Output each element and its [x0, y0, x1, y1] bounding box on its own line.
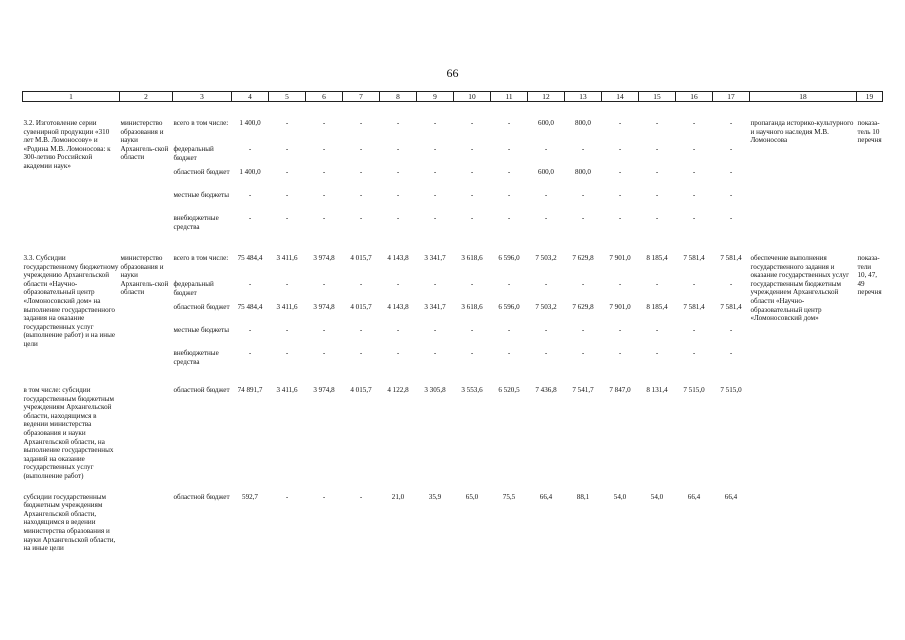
funding-value: -	[396, 214, 400, 222]
funding-value: -	[285, 349, 289, 357]
table-row	[23, 481, 883, 553]
funding-value: -	[544, 326, 548, 334]
funding-value: 66,4	[687, 492, 701, 501]
value-cell	[491, 372, 528, 481]
column-number-cell: 16	[676, 92, 713, 102]
funding-value: -	[433, 326, 437, 334]
funding-value: 75 484,4	[237, 254, 263, 262]
funding-source-label: внебюджетные средства	[173, 214, 219, 231]
funding-value: 3 618,6	[461, 303, 483, 311]
value-cell	[232, 481, 269, 553]
executor-cell	[120, 481, 173, 553]
funding-value: -	[359, 349, 363, 357]
funding-source-label: всего в том числе:	[173, 119, 229, 127]
funding-source-label: местные бюджеты	[173, 191, 230, 199]
funding-value: -	[470, 349, 474, 357]
value-cell	[454, 237, 491, 372]
funding-value: 3 411,6	[276, 303, 298, 311]
value-cell	[528, 372, 565, 481]
funding-value: -	[544, 214, 548, 222]
funding-value: 54,0	[650, 492, 664, 501]
funding-value: 3 974,8	[313, 254, 335, 262]
funding-value: 3 341,7	[424, 254, 446, 262]
funding-value: -	[470, 119, 474, 127]
funding-value: -	[544, 145, 548, 153]
funding-value: 3 341,7	[424, 303, 446, 311]
table-row	[23, 102, 883, 238]
indicator-cell: показа-тель 10 перечня	[857, 119, 882, 145]
value-cell	[454, 481, 491, 553]
funding-value: -	[692, 214, 696, 222]
funding-value: -	[544, 191, 548, 199]
value-cell	[380, 372, 417, 481]
funding-value: -	[692, 280, 696, 288]
funding-value: -	[544, 349, 548, 357]
funding-value: -	[322, 119, 326, 127]
expected-result-cell: обеспечение выполнения государственного задания и оказание государственных услуг государственным бюджетным учреждением Архангельской области «Научно-образовательный центр «Ломоносовский дом»	[750, 254, 849, 323]
value-cell	[676, 481, 713, 553]
value-cell	[713, 102, 750, 238]
funding-value: 600,0	[538, 119, 554, 127]
funding-value: 1 400,0	[239, 119, 261, 127]
value-cell	[306, 372, 343, 481]
funding-value: -	[507, 168, 511, 176]
funding-value: -	[322, 145, 326, 153]
funding-value: -	[507, 145, 511, 153]
column-number-cell: 11	[491, 92, 528, 102]
funding-value: -	[692, 145, 696, 153]
column-number-cell: 17	[713, 92, 750, 102]
funding-value: -	[433, 280, 437, 288]
column-number-cell: 19	[857, 92, 883, 102]
value-cell	[713, 372, 750, 481]
value-cell	[602, 481, 639, 553]
funding-value: 7 515,0	[720, 386, 742, 394]
funding-value: -	[655, 349, 659, 357]
funding-value: 7 515,0	[683, 386, 705, 394]
funding-value: 6 596,0	[498, 254, 520, 262]
funding-value: 1 400,0	[239, 168, 261, 176]
value-cell	[306, 481, 343, 553]
funding-value: -	[285, 214, 289, 222]
value-cell	[565, 102, 602, 238]
funding-value: -	[322, 214, 326, 222]
funding-value: -	[507, 214, 511, 222]
funding-value: 3 974,8	[313, 303, 335, 311]
funding-value: -	[655, 119, 659, 127]
funding-value: -	[618, 191, 622, 199]
funding-value: 6 596,0	[498, 303, 520, 311]
funding-value: -	[692, 326, 696, 334]
value-cell	[232, 102, 269, 238]
funding-value: 7 629,8	[572, 303, 594, 311]
funding-value: -	[507, 349, 511, 357]
funding-value: -	[507, 326, 511, 334]
funding-value: -	[507, 280, 511, 288]
funding-value: -	[248, 349, 252, 357]
expected-result-cell	[750, 372, 857, 481]
funding-value: -	[396, 191, 400, 199]
funding-value: -	[729, 214, 733, 222]
value-cell	[343, 102, 380, 238]
funding-source-cell	[173, 102, 232, 238]
funding-value: 75 484,4	[237, 303, 263, 311]
funding-value: -	[729, 280, 733, 288]
value-cell	[491, 237, 528, 372]
value-cell	[232, 237, 269, 372]
funding-value: -	[618, 280, 622, 288]
funding-value: -	[248, 145, 252, 153]
funding-value: 4 015,7	[350, 254, 372, 262]
funding-value: 21,0	[391, 492, 405, 501]
funding-value: -	[396, 349, 400, 357]
funding-value: -	[322, 191, 326, 199]
funding-value: -	[507, 191, 511, 199]
funding-value: 54,0	[613, 492, 627, 501]
funding-value: -	[655, 214, 659, 222]
funding-value: 66,4	[539, 492, 553, 501]
executor-cell: министерство образования и науки Архангель-ской области	[120, 254, 169, 297]
funding-value: -	[248, 280, 252, 288]
value-cell	[602, 372, 639, 481]
funding-value: -	[285, 280, 289, 288]
value-cell	[602, 102, 639, 238]
funding-value: -	[248, 214, 252, 222]
value-cell	[269, 102, 306, 238]
funding-value: -	[359, 214, 363, 222]
funding-value: -	[433, 145, 437, 153]
funding-value: -	[433, 191, 437, 199]
value-cell	[417, 102, 454, 238]
funding-value: -	[655, 191, 659, 199]
funding-value: -	[359, 326, 363, 334]
value-cell	[380, 102, 417, 238]
funding-value: -	[285, 168, 289, 176]
funding-source-cell	[173, 372, 232, 481]
funding-value: 7 847,0	[609, 386, 631, 394]
funding-source-label: федеральный бюджет	[173, 280, 214, 297]
funding-value: -	[359, 145, 363, 153]
column-number-row	[23, 92, 883, 102]
funding-source-label: всего в том числе:	[173, 254, 229, 262]
executor-cell: министерство образования и науки Архангель-ской области	[120, 119, 169, 162]
funding-value: 600,0	[538, 168, 554, 176]
column-number-cell: 14	[602, 92, 639, 102]
value-cell	[491, 481, 528, 553]
value-cell	[491, 102, 528, 238]
value-cell	[417, 372, 454, 481]
value-cell	[713, 237, 750, 372]
value-cell	[676, 102, 713, 238]
column-number-cell: 12	[528, 92, 565, 102]
value-cell	[713, 481, 750, 553]
funding-value: 3 411,6	[276, 386, 298, 394]
value-cell	[343, 372, 380, 481]
funding-value: -	[248, 326, 252, 334]
funding-value: -	[729, 145, 733, 153]
funding-value: -	[618, 214, 622, 222]
column-number-cell: 9	[417, 92, 454, 102]
expected-result-cell	[750, 481, 857, 553]
funding-value: -	[359, 492, 363, 501]
value-cell	[528, 481, 565, 553]
funding-value: -	[359, 280, 363, 288]
funding-value: 4 015,7	[350, 386, 372, 394]
funding-value: 66,4	[724, 492, 738, 501]
funding-value: 3 305,8	[424, 386, 446, 394]
value-cell	[343, 481, 380, 553]
funding-value: -	[507, 119, 511, 127]
funding-value: -	[396, 119, 400, 127]
funding-value: -	[655, 280, 659, 288]
funding-value: -	[581, 280, 585, 288]
funding-value: -	[655, 326, 659, 334]
funding-value: 7 581,4	[683, 303, 705, 311]
funding-value: -	[692, 168, 696, 176]
funding-value: 3 411,6	[276, 254, 298, 262]
value-cell	[639, 237, 676, 372]
funding-value: -	[618, 349, 622, 357]
column-number-cell: 3	[173, 92, 232, 102]
funding-value: 88,1	[576, 492, 590, 501]
funding-value: 3 618,6	[461, 254, 483, 262]
funding-value: 7 581,4	[720, 303, 742, 311]
funding-value: -	[322, 492, 326, 501]
column-number-cell: 6	[306, 92, 343, 102]
funding-value: -	[359, 119, 363, 127]
value-cell	[343, 237, 380, 372]
funding-value: 4 143,8	[387, 254, 409, 262]
funding-value: -	[322, 349, 326, 357]
funding-value: -	[729, 168, 733, 176]
funding-value: 7 901,0	[609, 303, 631, 311]
funding-value: -	[433, 119, 437, 127]
value-cell	[232, 372, 269, 481]
funding-value: 4 143,8	[387, 303, 409, 311]
indicator-cell: показа-тели 10, 47, 49 перечня	[857, 254, 882, 297]
column-number-cell: 1	[23, 92, 120, 102]
value-cell	[417, 481, 454, 553]
event-name-cell: 3.3. Субсидии государственному бюджетному учреждению Архангельской области «Научно-образовательный центр «Ломоносовский дом» на выполнение государственного задания на оказание государственных услуг (выполнение работ) и на иные цели	[23, 254, 119, 348]
column-number-cell: 5	[269, 92, 306, 102]
funding-value: -	[396, 168, 400, 176]
funding-value: -	[581, 191, 585, 199]
table-row	[23, 372, 883, 481]
funding-value: 7 629,8	[572, 254, 594, 262]
expected-result-cell: пропаганда историко-культурного и научного наследия М.В. Ломоносова	[750, 119, 854, 145]
column-number-cell: 13	[565, 92, 602, 102]
funding-value: -	[544, 280, 548, 288]
funding-value: 75,5	[502, 492, 516, 501]
value-cell	[676, 372, 713, 481]
value-cell	[380, 237, 417, 372]
column-number-cell: 8	[380, 92, 417, 102]
funding-value: 800,0	[575, 168, 591, 176]
indicator-cell	[857, 481, 883, 553]
value-cell	[528, 237, 565, 372]
funding-value: -	[322, 168, 326, 176]
column-number-cell: 2	[120, 92, 173, 102]
funding-value: 65,0	[465, 492, 479, 501]
funding-value: 4 122,8	[387, 386, 409, 394]
value-cell	[565, 237, 602, 372]
value-cell	[639, 481, 676, 553]
funding-value: -	[470, 280, 474, 288]
funding-value: -	[729, 191, 733, 199]
funding-source-label: федеральный бюджет	[173, 145, 214, 162]
funding-value: 3 553,6	[461, 386, 483, 394]
value-cell	[528, 102, 565, 238]
funding-value: -	[285, 191, 289, 199]
funding-source-label: областной бюджет	[173, 386, 230, 394]
value-cell	[380, 481, 417, 553]
funding-value: -	[692, 191, 696, 199]
page-number: 66	[446, 66, 459, 80]
funding-value: -	[248, 191, 252, 199]
event-name-cell: субсидии государственным бюджетным учреждениям Архангельской области, находящимся в ведении министерства образования и науки Архангельской области, на иные цели	[23, 492, 116, 553]
value-cell	[454, 372, 491, 481]
funding-value: -	[581, 326, 585, 334]
budget-table	[22, 91, 883, 553]
value-cell	[269, 481, 306, 553]
funding-value: 35,9	[428, 492, 442, 501]
funding-value: -	[470, 326, 474, 334]
funding-value: 3 974,8	[313, 386, 335, 394]
funding-value: 74 891,7	[237, 386, 263, 394]
funding-value: -	[285, 145, 289, 153]
indicator-cell	[857, 372, 883, 481]
value-cell	[676, 237, 713, 372]
value-cell	[306, 102, 343, 238]
funding-source-label: внебюджетные средства	[173, 349, 219, 366]
funding-value: -	[581, 214, 585, 222]
funding-value: -	[655, 145, 659, 153]
funding-value: -	[322, 326, 326, 334]
funding-value: -	[396, 145, 400, 153]
funding-source-label: областной бюджет	[173, 492, 230, 501]
funding-value: -	[433, 168, 437, 176]
funding-value: 7 581,4	[720, 254, 742, 262]
funding-value: -	[618, 119, 622, 127]
funding-value: 7 503,2	[535, 303, 557, 311]
funding-source-label: областной бюджет	[173, 303, 230, 311]
funding-value: 8 185,4	[646, 303, 668, 311]
value-cell	[602, 237, 639, 372]
column-number-cell: 7	[343, 92, 380, 102]
funding-value: -	[618, 326, 622, 334]
value-cell	[565, 481, 602, 553]
value-cell	[269, 372, 306, 481]
funding-value: -	[692, 119, 696, 127]
column-number-cell: 15	[639, 92, 676, 102]
event-name-cell: в том числе: субсидии государственным бюджетным учреждениям Архангельской области, находящимся в ведении министерства образования и науки Архангельской области, на выполнение государственных заданий на оказание государственных услуг (выполнение работ)	[23, 386, 115, 480]
funding-source-cell	[173, 481, 232, 553]
column-number-cell: 18	[750, 92, 857, 102]
funding-source-label: областной бюджет	[173, 168, 230, 176]
funding-value: 7 503,2	[535, 254, 557, 262]
value-cell	[639, 372, 676, 481]
value-cell	[306, 237, 343, 372]
funding-value: -	[285, 119, 289, 127]
funding-value: -	[581, 145, 585, 153]
funding-value: -	[581, 349, 585, 357]
funding-value: -	[470, 191, 474, 199]
funding-value: -	[285, 492, 289, 501]
funding-value: -	[359, 168, 363, 176]
funding-value: -	[729, 326, 733, 334]
funding-value: -	[618, 168, 622, 176]
value-cell	[454, 102, 491, 238]
column-number-cell: 4	[232, 92, 269, 102]
executor-cell	[120, 372, 173, 481]
funding-value: 8 131,4	[646, 386, 668, 394]
funding-value: -	[433, 349, 437, 357]
event-name-cell: 3.2. Изготовление серии сувенирной продукции «310 лет М.В. Ломоносову» и «Родина М.В. Ломоносова: к 300-летию Российской академии наук»	[23, 119, 111, 170]
funding-value: -	[470, 145, 474, 153]
funding-value: -	[729, 119, 733, 127]
funding-value: 8 185,4	[646, 254, 668, 262]
funding-value: 7 581,4	[683, 254, 705, 262]
funding-value: -	[692, 349, 696, 357]
funding-value: -	[396, 280, 400, 288]
table-row	[23, 237, 883, 372]
column-number-cell: 10	[454, 92, 491, 102]
funding-value: -	[655, 168, 659, 176]
funding-value: 7 436,8	[535, 386, 557, 394]
funding-value: 6 520,5	[498, 386, 520, 394]
funding-value: -	[470, 214, 474, 222]
funding-value: -	[285, 326, 289, 334]
funding-value: -	[359, 191, 363, 199]
funding-value: 800,0	[575, 119, 591, 127]
funding-value: -	[729, 349, 733, 357]
funding-value: -	[618, 145, 622, 153]
funding-value: 7 901,0	[609, 254, 631, 262]
value-cell	[639, 102, 676, 238]
value-cell	[417, 237, 454, 372]
funding-value: 592,7	[242, 492, 258, 501]
funding-value: -	[322, 280, 326, 288]
funding-value: 4 015,7	[350, 303, 372, 311]
value-cell	[269, 237, 306, 372]
value-cell	[565, 372, 602, 481]
funding-value: -	[396, 326, 400, 334]
funding-value: -	[470, 168, 474, 176]
funding-value: -	[433, 214, 437, 222]
funding-source-cell	[173, 237, 232, 372]
funding-source-label: местные бюджеты	[173, 326, 230, 334]
funding-value: 7 541,7	[572, 386, 594, 394]
